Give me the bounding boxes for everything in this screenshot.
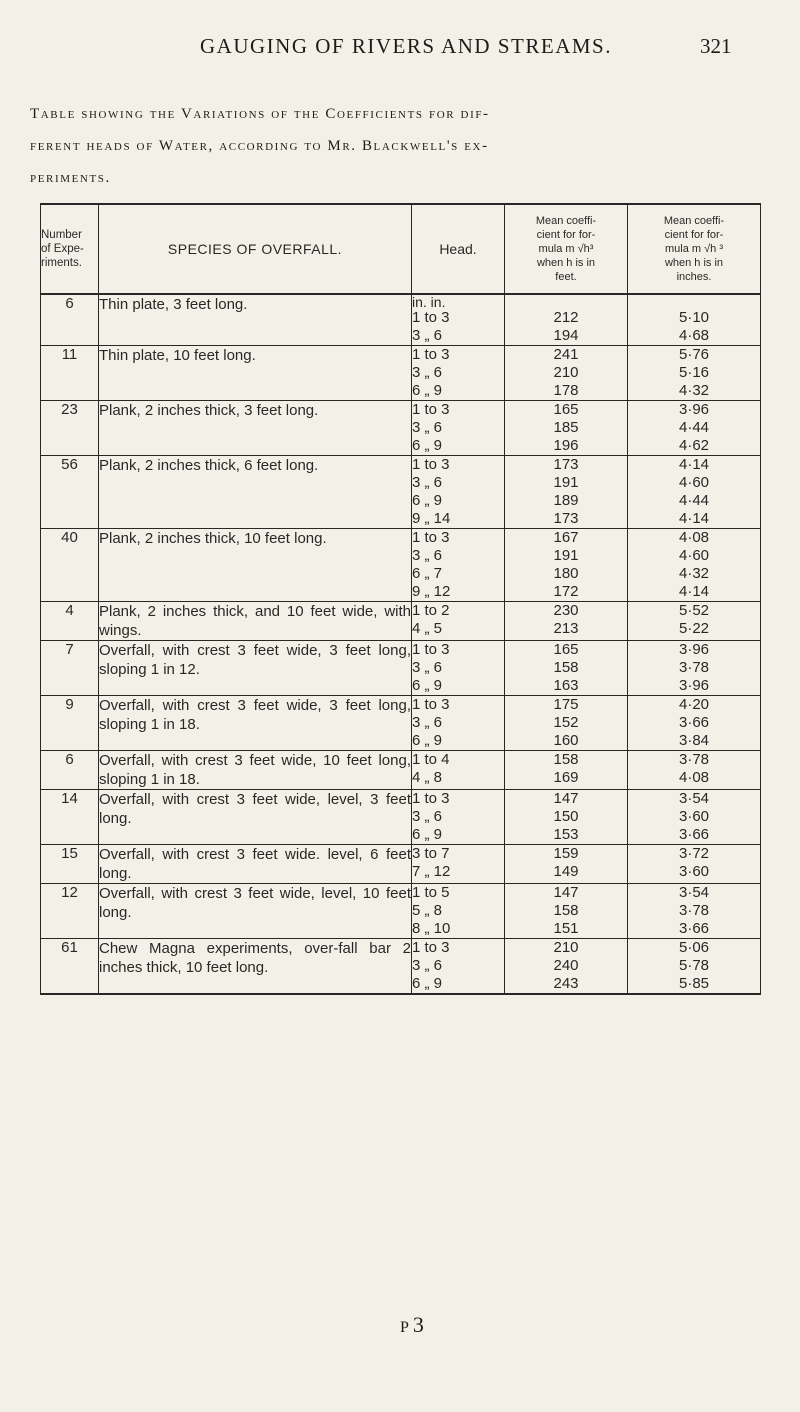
table-row: [41, 696, 761, 751]
coef-inches-value: 4·20: [678, 696, 710, 713]
coef-feet: [505, 845, 628, 884]
coef-feet-value: 243: [553, 975, 579, 992]
coef-feet-value: 210: [553, 364, 579, 381]
coef-feet-value: 149: [553, 863, 579, 880]
overfall-species: Chew Magna experiments, over-fall bar 2 inches thick, 10 feet long.: [99, 939, 412, 995]
running-title: GAUGING OF RIVERS AND STREAMS.: [200, 34, 612, 58]
coef-inches: [628, 845, 761, 884]
coef-feet-value: 180: [553, 565, 579, 582]
coef-inches-value: 5·16: [678, 364, 710, 381]
head-value: 3 „ 6: [412, 327, 443, 344]
coef-feet: [505, 602, 628, 641]
head-value: 3 „ 6: [412, 547, 443, 564]
coef-feet: [505, 751, 628, 790]
overfall-species: Thin plate, 3 feet long.: [99, 294, 412, 346]
overfall-species: Overfall, with crest 3 feet wide, 3 feet long, sloping 1 in 12.: [99, 641, 412, 696]
overfall-species: Plank, 2 inches thick, and 10 feet wide, with wings.: [99, 603, 411, 639]
overfall-species: Thin plate, 10 feet long.: [99, 346, 412, 401]
table-row: [41, 845, 761, 884]
coef-feet-value: 178: [553, 382, 579, 399]
overfall-species: Overfall, with crest 3 feet wide. level, 6 feet long.: [99, 846, 411, 882]
coef-inches-value: 4·14: [678, 456, 710, 473]
head-value: 3 „ 6: [412, 957, 443, 974]
coef-inches: [628, 641, 761, 696]
head-value: 1 to 3: [412, 790, 450, 807]
coef-feet-value: 158: [553, 751, 579, 768]
coef-inches-value: 5·78: [678, 957, 710, 974]
coef-feet-value: 160: [553, 732, 579, 749]
head-range: [412, 641, 505, 696]
coef-inches: [628, 456, 761, 529]
head-range: [412, 790, 505, 845]
coef-inches-value: 4·44: [678, 419, 710, 436]
coef-inches-value: 4·14: [678, 510, 710, 527]
coef-inches: [628, 884, 761, 939]
coef-feet-value: 165: [553, 401, 579, 418]
head-value: 3 „ 6: [412, 419, 443, 436]
head-value: 3 „ 6: [412, 808, 443, 825]
coef-inches-value: 4·32: [678, 565, 710, 582]
head-value: 1 to 3: [412, 641, 450, 658]
page-number: 321: [700, 34, 732, 58]
coef-feet: [505, 790, 628, 845]
coef-feet: [505, 401, 628, 456]
coef-feet: [505, 456, 628, 529]
table-row: [41, 939, 761, 995]
table-row: [41, 751, 761, 790]
coef-inches: [628, 751, 761, 790]
overfall-species: Plank, 2 inches thick, 6 feet long.: [99, 456, 412, 529]
head-range: [412, 456, 505, 529]
coef-feet-value: 213: [553, 620, 579, 637]
table-row: [41, 641, 761, 696]
coef-feet-value: 240: [553, 957, 579, 974]
coef-inches-value: 3·66: [678, 826, 710, 843]
coef-inches-value: 5·85: [678, 975, 710, 992]
head-range: [412, 696, 505, 751]
coef-feet-value: 196: [553, 437, 579, 454]
coef-feet-value: 191: [553, 547, 579, 564]
head-value: 3 „ 6: [412, 659, 443, 676]
head-value: 8 „ 10: [412, 920, 451, 937]
overfall-species: Plank, 2 inches thick, 3 feet long.: [99, 401, 412, 456]
coef-feet-value: 151: [553, 920, 579, 937]
coef-inches-value: 4·08: [678, 529, 710, 546]
head-value: 1 to 3: [412, 939, 450, 956]
experiment-count: 12: [41, 884, 99, 939]
coef-inches-value: 4·60: [678, 547, 710, 564]
coef-inches-value: 3·96: [678, 641, 710, 658]
head-range: [412, 939, 505, 995]
coef-inches: [628, 696, 761, 751]
table-row: [41, 456, 761, 529]
head-value: 5 „ 8: [412, 902, 443, 919]
coef-feet-value: 212: [553, 309, 579, 326]
coef-inches-value: 3·60: [678, 808, 710, 825]
experiment-count: 11: [41, 346, 99, 401]
coef-inches-value: 5·22: [678, 620, 710, 637]
coef-feet-value: 169: [553, 769, 579, 786]
signature-number: 3: [412, 1312, 424, 1337]
coef-inches-value: 3·96: [678, 677, 710, 694]
coef-inches-value: 3·60: [678, 863, 710, 880]
coef-inches-value: 3·96: [678, 401, 710, 418]
coef-feet-value: 191: [553, 474, 579, 491]
head-value: 1 to 2: [412, 602, 450, 619]
coef-feet: [505, 529, 628, 602]
head-value: 4 „ 8: [412, 769, 443, 786]
experiment-count: 14: [41, 790, 99, 845]
coef-feet-value: 185: [553, 419, 579, 436]
coef-inches-value: 4·08: [678, 769, 710, 786]
coef-feet-value: 175: [553, 696, 579, 713]
experiment-count: 56: [41, 456, 99, 529]
coef-feet-value: 173: [553, 456, 579, 473]
header-head: Head.: [412, 204, 505, 294]
header-row: [41, 204, 761, 294]
experiment-count: 7: [41, 641, 99, 696]
head-value: 6 „ 9: [412, 382, 443, 399]
coef-feet-value: 189: [553, 492, 579, 509]
head-range: [412, 751, 505, 790]
header-number: Number of Expe- riments.: [41, 204, 99, 294]
head-value: 6 „ 9: [412, 732, 443, 749]
coef-inches-value: 3·66: [678, 920, 710, 937]
coef-inches-value: 5·10: [678, 309, 710, 326]
coef-inches-value: 3·54: [678, 790, 710, 807]
head-value: 7 „ 12: [412, 863, 451, 880]
head-value: 6 „ 7: [412, 565, 443, 582]
coef-inches: [628, 602, 761, 641]
coef-inches-value: 5·06: [678, 939, 710, 956]
experiment-count: 15: [41, 845, 99, 884]
coef-inches: [628, 529, 761, 602]
running-head: [0, 34, 800, 64]
experiment-count: 61: [41, 939, 99, 995]
table-row: [41, 346, 761, 401]
caption-line: ferent heads of Water, according to Mr. Blackwell's ex-: [30, 138, 489, 154]
coef-inches-value: 5·76: [678, 346, 710, 363]
head-value: 1 to 3: [412, 456, 450, 473]
coef-feet-value: 147: [553, 790, 579, 807]
coefficients-table: [40, 203, 761, 995]
coef-inches-value: 4·68: [678, 327, 710, 344]
coef-inches-value: 3·84: [678, 732, 710, 749]
overfall-species: Plank, 2 inches thick, 10 feet long.: [99, 529, 412, 602]
coef-feet-value: 152: [553, 714, 579, 731]
table-row: [41, 790, 761, 845]
experiment-count: 9: [41, 696, 99, 751]
coef-inches-value: 4·14: [678, 583, 710, 600]
head-value: 6 „ 9: [412, 492, 443, 509]
table-body: [41, 294, 761, 994]
coef-feet-value: 147: [553, 884, 579, 901]
coef-feet: [505, 346, 628, 401]
coef-feet-value: 230: [553, 602, 579, 619]
coef-inches: [628, 401, 761, 456]
coef-feet: [505, 696, 628, 751]
head-range: [412, 346, 505, 401]
head-value: 1 to 3: [412, 529, 450, 546]
coef-feet: [505, 641, 628, 696]
coef-feet-value: 158: [553, 659, 579, 676]
coef-inches: [628, 294, 761, 346]
coef-inches-value: 3·54: [678, 884, 710, 901]
head-range: [412, 602, 505, 641]
head-range: [412, 401, 505, 456]
head-value: 6 „ 9: [412, 826, 443, 843]
overfall-species: Overfall, with crest 3 feet wide, 3 feet long, sloping 1 in 18.: [99, 696, 412, 751]
head-value: 9 „ 12: [412, 583, 451, 600]
coef-feet-value: 173: [553, 510, 579, 527]
coef-feet-value: 194: [553, 327, 579, 344]
head-value: 1 to 5: [412, 884, 450, 901]
coef-inches-value: 3·72: [678, 845, 710, 862]
coef-feet-value: 241: [553, 346, 579, 363]
head-value: 3 „ 6: [412, 714, 443, 731]
coef-feet-value: 210: [553, 939, 579, 956]
coef-feet-value: 159: [553, 845, 579, 862]
head-value: 1 to 3: [412, 401, 450, 418]
experiment-count: 6: [41, 751, 99, 790]
caption-line: periments.: [30, 170, 111, 186]
head-value: 1 to 3: [412, 309, 450, 326]
coef-feet-value: 158: [553, 902, 579, 919]
head-range: [412, 884, 505, 939]
experiment-count: 40: [41, 529, 99, 602]
head-value: 9 „ 14: [412, 510, 451, 527]
caption-line: Table showing the Variations of the Coefficients for dif-: [30, 106, 490, 122]
table-row: [41, 529, 761, 602]
head-value: 6 „ 9: [412, 437, 443, 454]
head-value: 1 to 3: [412, 346, 450, 363]
head-range: [412, 294, 505, 346]
head-value: 1 to 4: [412, 751, 450, 768]
coef-feet-value: 165: [553, 641, 579, 658]
overfall-species: Overfall, with crest 3 feet wide, level, 10 feet long.: [99, 884, 412, 939]
coef-feet-value: 153: [553, 826, 579, 843]
coef-inches: [628, 346, 761, 401]
experiment-count: 23: [41, 401, 99, 456]
table-caption: [30, 98, 782, 194]
table-row: [41, 884, 761, 939]
head-units: in. in.: [412, 294, 446, 310]
coef-feet-value: 150: [553, 808, 579, 825]
experiment-count: 6: [41, 294, 99, 346]
coef-feet: [505, 939, 628, 995]
experiment-count: 4: [41, 602, 99, 641]
coef-inches-value: 3·66: [678, 714, 710, 731]
coef-inches: [628, 790, 761, 845]
coef-inches-value: 4·62: [678, 437, 710, 454]
signature-letter: P: [400, 1319, 409, 1336]
signature-mark: [400, 1312, 424, 1338]
overfall-species: Overfall, with crest 3 feet wide, level, 3 feet long.: [99, 790, 412, 845]
coef-feet-value: 167: [553, 529, 579, 546]
coef-inches-value: 3·78: [678, 902, 710, 919]
head-value: 4 „ 5: [412, 620, 443, 637]
coef-inches-value: 4·32: [678, 382, 710, 399]
head-value: 3 „ 6: [412, 474, 443, 491]
coef-inches-value: 5·52: [678, 602, 710, 619]
header-species: SPECIES OF OVERFALL.: [99, 204, 412, 294]
head-value: 1 to 3: [412, 696, 450, 713]
coef-inches-value: 3·78: [678, 659, 710, 676]
coef-feet-value: 172: [553, 583, 579, 600]
coef-inches-value: 4·60: [678, 474, 710, 491]
table-row: [41, 294, 761, 346]
table-row: [41, 401, 761, 456]
head-value: 6 „ 9: [412, 975, 443, 992]
coef-inches-value: 3·78: [678, 751, 710, 768]
head-value: 3 to 7: [412, 845, 450, 862]
table-row: [41, 602, 761, 641]
header-coef-feet: Mean coeffi- cient for for- mula m √h³ when h is in feet.: [505, 204, 628, 294]
head-range: [412, 529, 505, 602]
coef-inches: [628, 939, 761, 995]
coef-feet: [505, 294, 628, 346]
head-value: 3 „ 6: [412, 364, 443, 381]
head-value: 6 „ 9: [412, 677, 443, 694]
coef-inches-value: 4·44: [678, 492, 710, 509]
coef-feet: [505, 884, 628, 939]
overfall-species: Overfall, with crest 3 feet wide, 10 feet long, sloping 1 in 18.: [99, 752, 411, 788]
header-coef-inches: Mean coeffi- cient for for- mula m √h ³ when h is in inches.: [628, 204, 761, 294]
coef-feet-value: 163: [553, 677, 579, 694]
head-range: [412, 845, 505, 884]
